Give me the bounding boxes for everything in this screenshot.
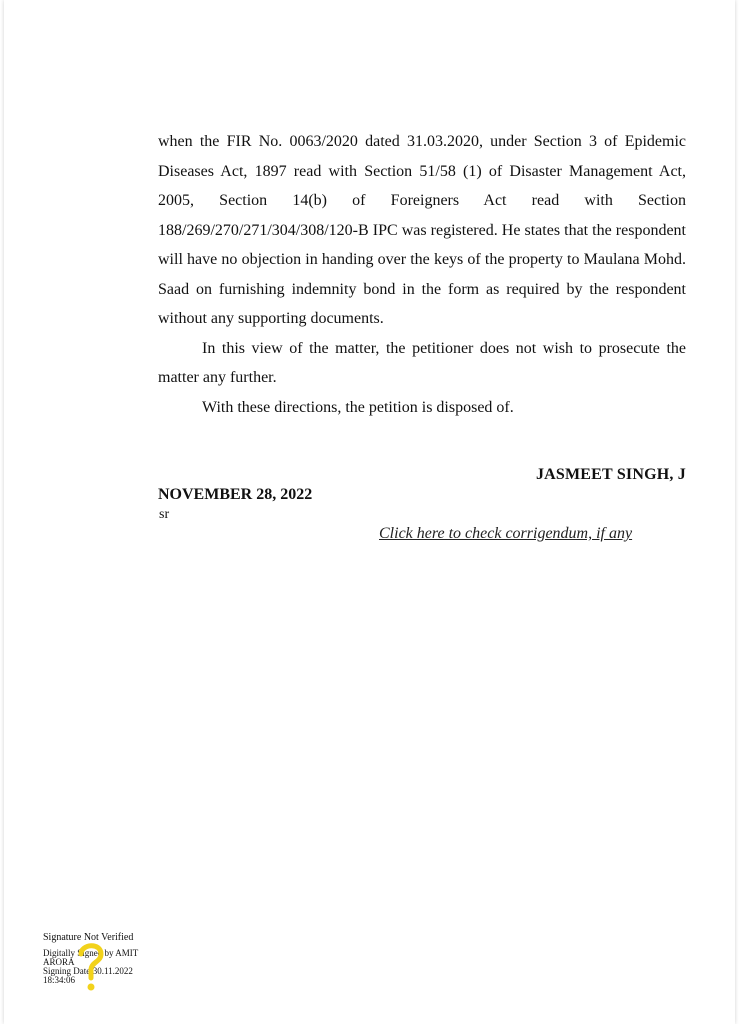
digital-signature-block [43,932,163,985]
signed-by-line2: ARORA [43,957,75,967]
signing-date-line1: Signing Date:30.11.2022 [43,966,133,976]
paragraph-fir-details: when the FIR No. 0063/2020 dated 31.03.2020, under Section 3 of Epidemic Diseases Act, 1897 read with Section 51/58 (1) of Disaster Management Act, 2005, Section 14(b) of Foreigners Act read with Section 188/269/270/271/304/308/120-B IPC was registered. He states that the respondent will have no objection in handing over the keys of the property to Maulana Mohd. Saad on furnishing indemnity bond in the form as required by the respondent without any supporting documents. [158,133,686,327]
judgment-date: NOVEMBER 28, 2022 [158,486,313,503]
judgment-body [158,127,686,422]
signed-by-line1: Digitally Signed by AMIT [43,948,139,958]
paragraph-disposal: With these directions, the petition is disposed of. [202,398,514,416]
judge-name: JASMEET SINGH, J [535,466,686,483]
signature-status: Signature Not Verified [43,932,134,943]
signing-date-line2: 18:34:06 [43,975,76,985]
typist-initials: sr [159,507,170,522]
paragraph-no-prosecution: In this view of the matter, the petitioner does not wish to prosecute the matter any further. [158,339,686,386]
corrigendum-link[interactable]: Click here to check corrigendum, if any [379,525,633,542]
